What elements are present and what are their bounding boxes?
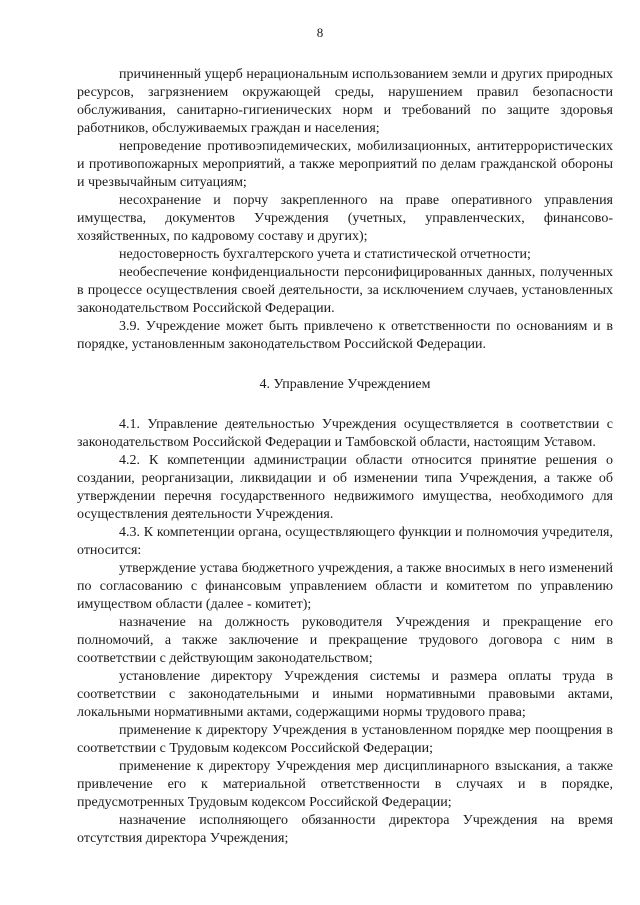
paragraph: причиненный ущерб нерациональным использованием земли и других природных ресурсов, загрязнением окружающей среды, нарушением правил безопасности обслуживания, санитарно-гигиенических норм и требований по защите здоровья работников, обслуживаемых граждан и населения; xyxy=(77,67,613,136)
paragraph: 4.2. К компетенции администрации области относится принятие решения о создании, реорганизации, ликвидации и об изменении типа Учреждения, а также об утверждении перечня государственного недвижимого имущества, необходимого для осуществления деятельности Учреждения. xyxy=(77,453,613,522)
paragraph: применение к директору Учреждения в установленном порядке мер поощрения в соответствии с Трудовым кодексом Российской Федерации; xyxy=(77,723,613,756)
paragraph: необеспечение конфиденциальности персонифицированных данных, полученных в процессе осуществления своей деятельности, за исключением случаев, установленных законодательством Российской Федерации. xyxy=(77,265,613,316)
paragraph: назначение на должность руководителя Учреждения и прекращение его полномочий, а также заключение и прекращение трудового договора с ним в соответствии с действующим законодательством; xyxy=(77,615,613,666)
paragraph: недостоверность бухгалтерского учета и статистической отчетности; xyxy=(119,247,531,262)
page-number: 8 xyxy=(316,25,324,40)
paragraph: назначение исполняющего обязанности директора Учреждения на время отсутствия директора Учреждения; xyxy=(77,813,613,846)
section-heading: 4. Управление Учреждением xyxy=(259,377,431,392)
paragraph: установление директору Учреждения системы и размера оплаты труда в соответствии с законодательными и иными нормативными правовыми актами, локальными нормативными актами, содержащими нормы трудового права; xyxy=(77,669,613,720)
paragraph: применение к директору Учреждения мер дисциплинарного взыскания, а также привлечение его к материальной ответственности в случаях и в порядке, предусмотренных Трудовым кодексом Российской Федерации; xyxy=(77,759,613,810)
paragraph: непроведение противоэпидемических, мобилизационных, антитеррористических и противопожарных мероприятий, а также мероприятий по делам гражданской обороны и чрезвычайным ситуациям; xyxy=(77,139,613,190)
document-body xyxy=(77,66,613,848)
paragraph: 4.3. К компетенции органа, осуществляющего функции и полномочия учредителя, относится: xyxy=(77,525,613,558)
paragraph: утверждение устава бюджетного учреждения, а также вносимых в него изменений по согласованию с финансовым управлением области и комитетом по управлению имуществом области (далее - комитет); xyxy=(77,561,613,612)
paragraph: 3.9. Учреждение может быть привлечено к ответственности по основаниям и в порядке, установленным законодательством Российской Федерации. xyxy=(77,319,613,352)
paragraph: 4.1. Управление деятельностью Учреждения осуществляется в соответствии с законодательством Российской Федерации и Тамбовской области, настоящим Уставом. xyxy=(77,417,613,450)
paragraph: несохранение и порчу закрепленного на праве оперативного управления имущества, документов Учреждения (учетных, управленческих, финансово-хозяйственных, по кадровому составу и других); xyxy=(77,193,613,244)
